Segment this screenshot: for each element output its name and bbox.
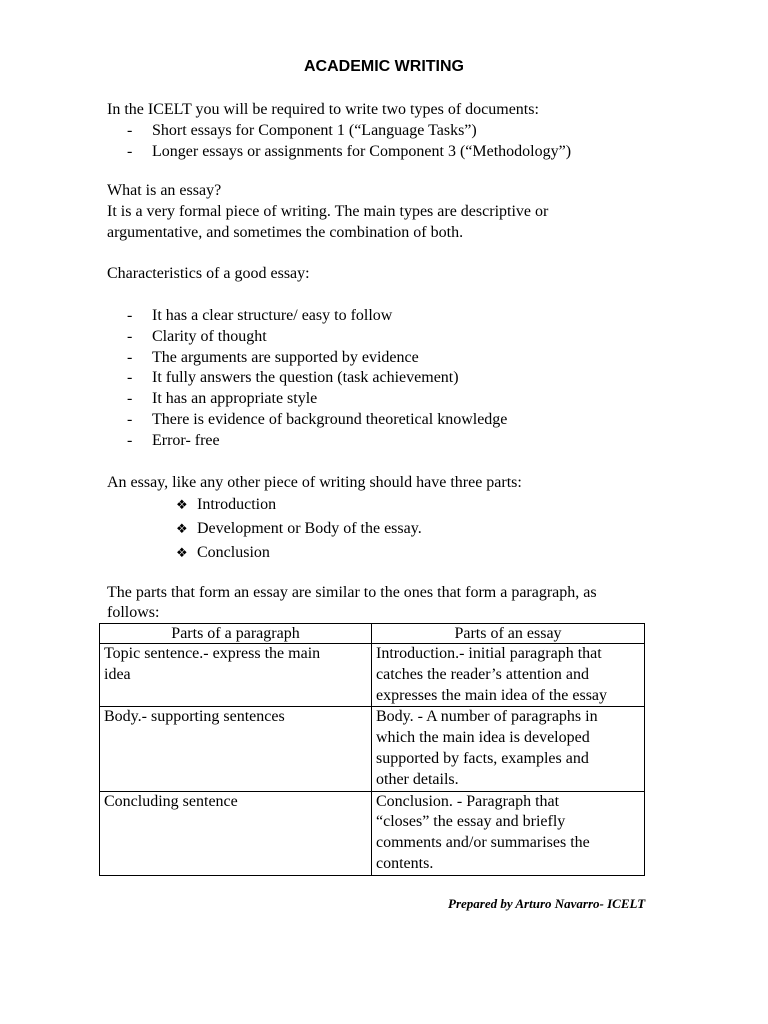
table-row — [100, 644, 645, 707]
table-cell-paragraph: Body.- supporting sentences — [100, 707, 372, 791]
column-header: Parts of an essay — [372, 624, 645, 644]
dash-bullet: - — [127, 307, 133, 324]
list-item: - Short essays for Component 1 (“Language Tasks”) — [127, 121, 571, 142]
list-item: - The arguments are supported by evidence — [127, 348, 507, 369]
characteristics-heading: Characteristics of a good essay: — [107, 265, 310, 282]
diamond-bullet-icon: ❖ — [176, 498, 188, 513]
table-cell-essay: Body. - A number of paragraphs in which the main idea is developed supported by facts, examples and other details. — [372, 707, 645, 791]
dash-bullet: - — [127, 431, 133, 449]
table-cell-essay: Introduction.- initial paragraph that catches the reader’s attention and expresses the main idea of the essay — [372, 644, 645, 707]
list-item: - Longer essays or assignments for Component 3 (“Methodology”) — [127, 142, 571, 163]
comparison-table — [99, 623, 645, 876]
intro-text: In the ICELT you will be required to write two types of documents: — [107, 101, 539, 118]
list-item: - Error- free — [127, 431, 507, 452]
characteristics-list — [127, 306, 507, 452]
list-item: - It has a clear structure/ easy to follow — [127, 306, 507, 327]
dash-bullet: - — [127, 327, 133, 345]
dash-bullet: - — [127, 348, 133, 366]
essay-definition-line-2: argumentative, and sometimes the combination of both. — [107, 224, 464, 241]
dash-bullet: - — [127, 390, 133, 408]
list-item: - Clarity of thought — [127, 327, 507, 348]
column-header: Parts of a paragraph — [100, 624, 372, 644]
comparison-intro-line-2: follows: — [107, 604, 160, 621]
page-title: ACADEMIC WRITING — [304, 58, 464, 75]
essay-question: What is an essay? — [107, 182, 222, 199]
diamond-bullet-icon: ❖ — [176, 521, 188, 537]
essay-parts-list — [176, 494, 422, 565]
dash-bullet: - — [127, 369, 133, 387]
essay-definition-line-1: It is a very formal piece of writing. The main types are descriptive or — [107, 203, 549, 220]
table-cell-essay: Conclusion. - Paragraph that “closes” the essay and briefly comments and/or summarises the contents. — [372, 791, 645, 875]
parts-intro: An essay, like any other piece of writing should have three parts: — [107, 474, 522, 491]
table-row — [100, 707, 645, 791]
footer-credit: Prepared by Arturo Navarro- ICELT — [448, 896, 646, 911]
table-row — [100, 791, 645, 875]
comparison-intro-line-1: The parts that form an essay are similar to the ones that form a paragraph, as — [107, 584, 597, 601]
table-cell-paragraph: Topic sentence.- express the main idea — [100, 644, 372, 707]
dash-bullet: - — [127, 122, 133, 139]
list-item: ❖ Introduction — [176, 494, 422, 518]
list-item: ❖ Conclusion — [176, 542, 422, 566]
list-item: - It fully answers the question (task achievement) — [127, 368, 507, 389]
table-cell-paragraph: Concluding sentence — [100, 791, 372, 875]
dash-bullet: - — [127, 410, 133, 428]
dash-bullet: - — [127, 142, 133, 160]
diamond-bullet-icon: ❖ — [176, 545, 188, 561]
list-item: ❖ Development or Body of the essay. — [176, 518, 422, 542]
list-item: - It has an appropriate style — [127, 389, 507, 410]
table-header-row — [100, 624, 645, 644]
document-types-list — [127, 121, 571, 163]
list-item: - There is evidence of background theoretical knowledge — [127, 410, 507, 431]
